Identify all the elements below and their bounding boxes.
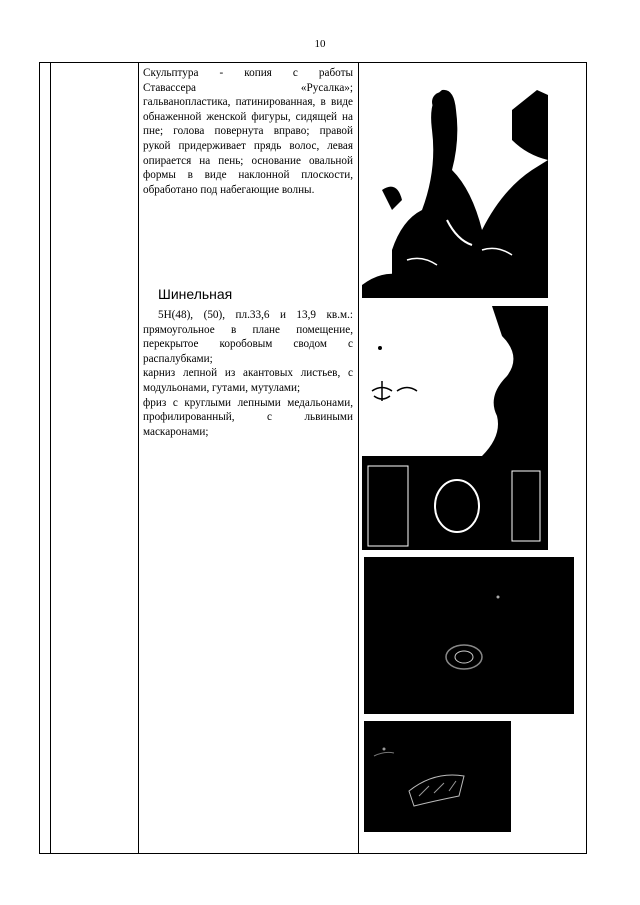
room-heading: Шинельная (158, 286, 233, 302)
frieze-text: фриз с круглыми лепными медальонами, профилированный, с львиными маскаронами; (143, 396, 353, 438)
room-numbers-text: 5Н(48), (50), пл.33,6 и 13,9 кв.м.: прямоугольное в плане помещение, перекрытое коробовым сводом с распалубками; (143, 309, 353, 365)
room-interior-photo (362, 306, 548, 550)
column-divider (50, 63, 51, 853)
page-number: 10 (314, 38, 326, 50)
cornice-detail-photo (364, 721, 511, 832)
sculptor-name: Ставассера (143, 81, 196, 94)
statue-description-text: гальванопластика, патинированная, в виде обнаженной женской фигуры, сидящей на пне; голова повернута вправо; правой рукой придерживает прядь волос, левая опирается на пень; основание овальной формы в виде наклонной плоскости, обработано под набегающие волны. (143, 96, 353, 196)
ceiling-medallion-photo (364, 557, 574, 714)
statue-description-line (143, 81, 353, 96)
statue-description-line: Скульптура - копия с работы (143, 67, 353, 79)
column-divider (138, 63, 139, 853)
statue-photo (362, 70, 548, 298)
statue-description (143, 66, 353, 197)
room-description (143, 308, 353, 439)
work-title: «Русалка»; (300, 81, 353, 94)
cornice-text: карниз лепной из акантовых листьев, с модульонами, гутами, мутулами; (143, 367, 353, 394)
column-divider (358, 63, 359, 853)
